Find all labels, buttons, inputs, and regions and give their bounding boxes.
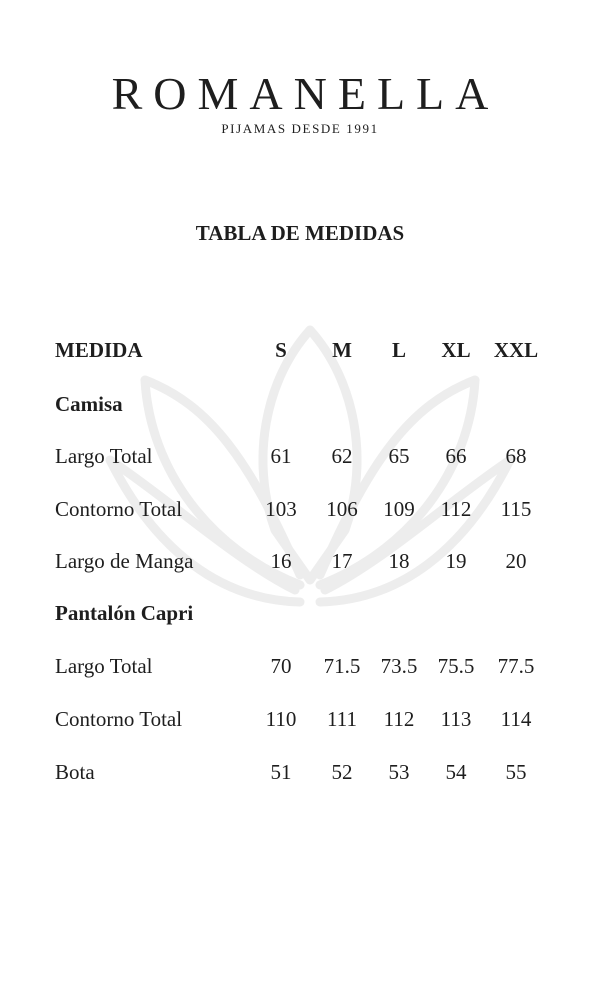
row-value-xl: 75.5 [437,654,475,678]
size-header-m: M [332,338,352,362]
row-value-l: 18 [388,549,410,573]
row-value-m: 17 [331,549,353,573]
row-label: Contorno Total [55,497,183,521]
row-value-s: 103 [265,497,297,521]
section-heading-pantalon-capri [0,598,600,628]
row-value-s: 16 [270,549,292,573]
row-label: Bota [55,760,95,784]
row-value-l: 73.5 [380,654,418,678]
row-value-s: 61 [270,444,292,468]
section-heading-camisa [0,389,600,419]
row-label: Largo de Manga [55,549,194,573]
section-title: Pantalón Capri [55,601,194,625]
row-value-m: 111 [327,707,357,731]
row-label: Largo Total [55,654,153,678]
row-value-s: 51 [270,760,292,784]
table-header-label: MEDIDA [55,338,143,362]
size-header-l: L [391,338,406,362]
row-value-xxl: 114 [500,707,532,731]
row-value-l: 109 [383,497,415,521]
row-value-m: 106 [326,497,358,521]
row-value-l: 65 [388,444,410,468]
row-value-xxl: 68 [505,444,527,468]
row-value-xxl: 115 [500,497,532,521]
table-row [0,704,600,734]
brand-tagline: PIJAMAS DESDE 1991 [221,121,379,136]
row-value-s: 110 [265,707,297,731]
table-row [0,757,600,787]
size-header-s: S [275,338,287,362]
brand-logo: ROMANELLA [111,68,500,119]
row-value-m: 62 [331,444,353,468]
row-label: Largo Total [55,444,153,468]
row-value-xl: 113 [440,707,472,731]
row-value-l: 112 [383,707,415,731]
section-title: Camisa [55,392,123,416]
row-value-l: 53 [388,760,410,784]
row-value-xxl: 20 [505,549,527,573]
row-value-xxl: 55 [505,760,527,784]
table-row [0,494,600,524]
size-header-xl: XL [441,338,471,362]
row-value-xl: 19 [445,549,467,573]
row-value-m: 52 [331,760,353,784]
row-value-m: 71.5 [323,654,361,678]
table-header-row [0,335,600,365]
row-value-xxl: 77.5 [497,654,535,678]
row-value-s: 70 [270,654,292,678]
row-value-xl: 54 [445,760,467,784]
row-value-xl: 66 [445,444,467,468]
table-row [0,441,600,471]
table-row [0,651,600,681]
document-title: TABLA DE MEDIDAS [195,221,405,245]
table-row [0,546,600,576]
row-value-xl: 112 [440,497,472,521]
size-header-xxl: XXL [493,338,539,362]
row-label: Contorno Total [55,707,183,731]
